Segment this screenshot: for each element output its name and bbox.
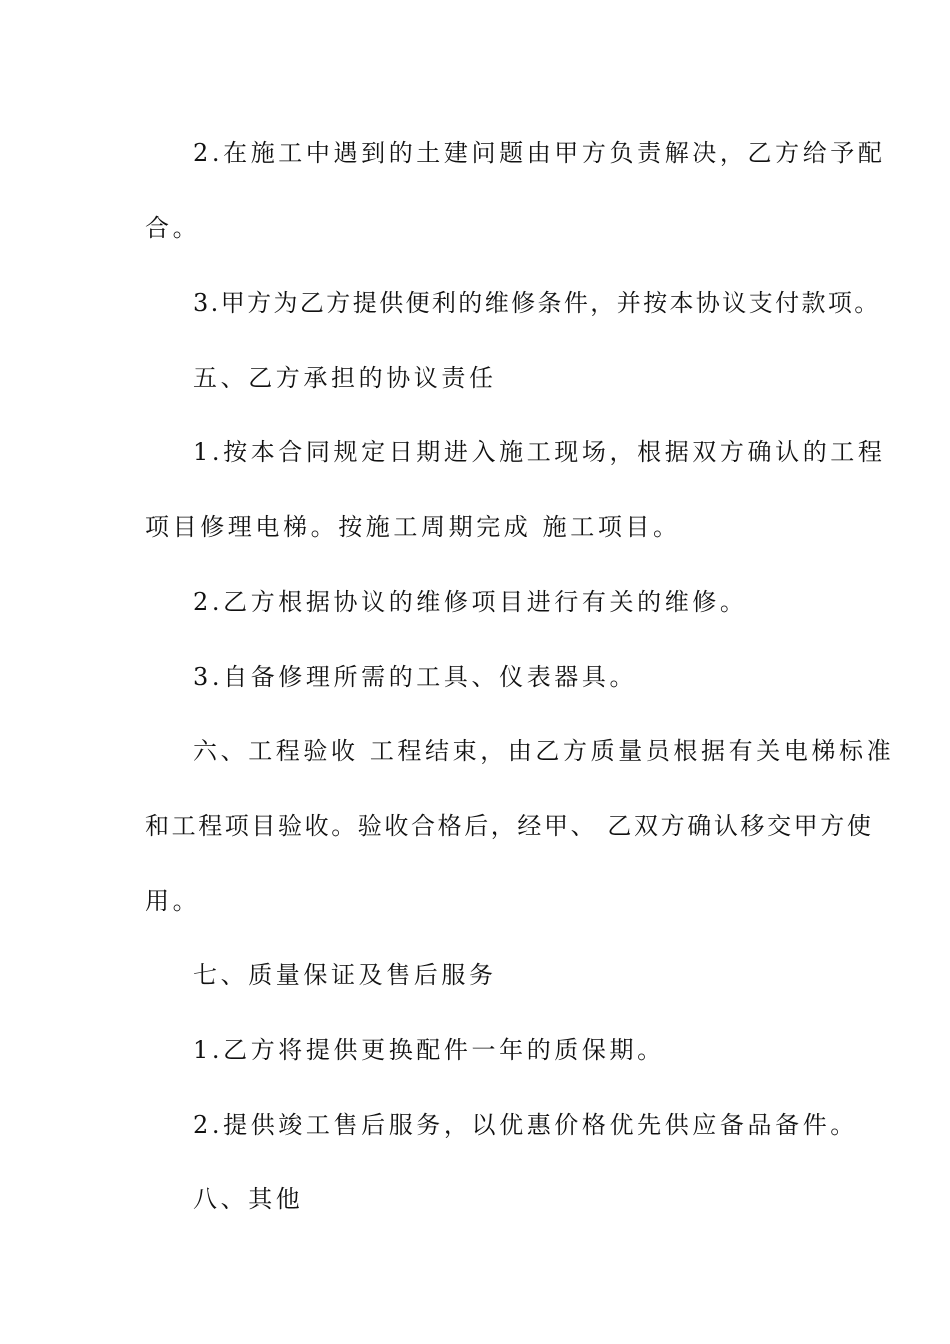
paragraph-line: 合。 <box>145 214 201 242</box>
section-heading: 八、其他 <box>193 1185 304 1213</box>
paragraph-line: 2.在施工中遇到的土建问题由甲方负责解决，乙方给予配 <box>193 139 886 167</box>
section-heading: 七、质量保证及售后服务 <box>193 961 497 989</box>
section-heading: 六、工程验收 工程结束，由乙方质量员根据有关电梯标准 <box>193 737 895 765</box>
paragraph-line: 1.按本合同规定日期进入施工现场，根据双方确认的工程 <box>193 438 886 466</box>
section-heading: 五、乙方承担的协议责任 <box>193 364 497 392</box>
paragraph-line: 3.甲方为乙方提供便利的维修条件，并按本协议支付款项。 <box>193 289 881 317</box>
paragraph-line: 用。 <box>145 887 201 915</box>
paragraph-line: 1.乙方将提供更换配件一年的质保期。 <box>193 1036 665 1064</box>
paragraph-line: 2.乙方根据协议的维修项目进行有关的维修。 <box>193 588 748 616</box>
paragraph-line: 3.自备修理所需的工具、仪表器具。 <box>193 663 638 691</box>
paragraph-line: 和工程项目验收。验收合格后，经甲、 乙双方确认移交甲方使 <box>145 812 874 840</box>
paragraph-line: 项目修理电梯。按施工周期完成 施工项目。 <box>145 513 681 541</box>
paragraph-line: 2.提供竣工售后服务，以优惠价格优先供应备品备件。 <box>193 1111 858 1139</box>
